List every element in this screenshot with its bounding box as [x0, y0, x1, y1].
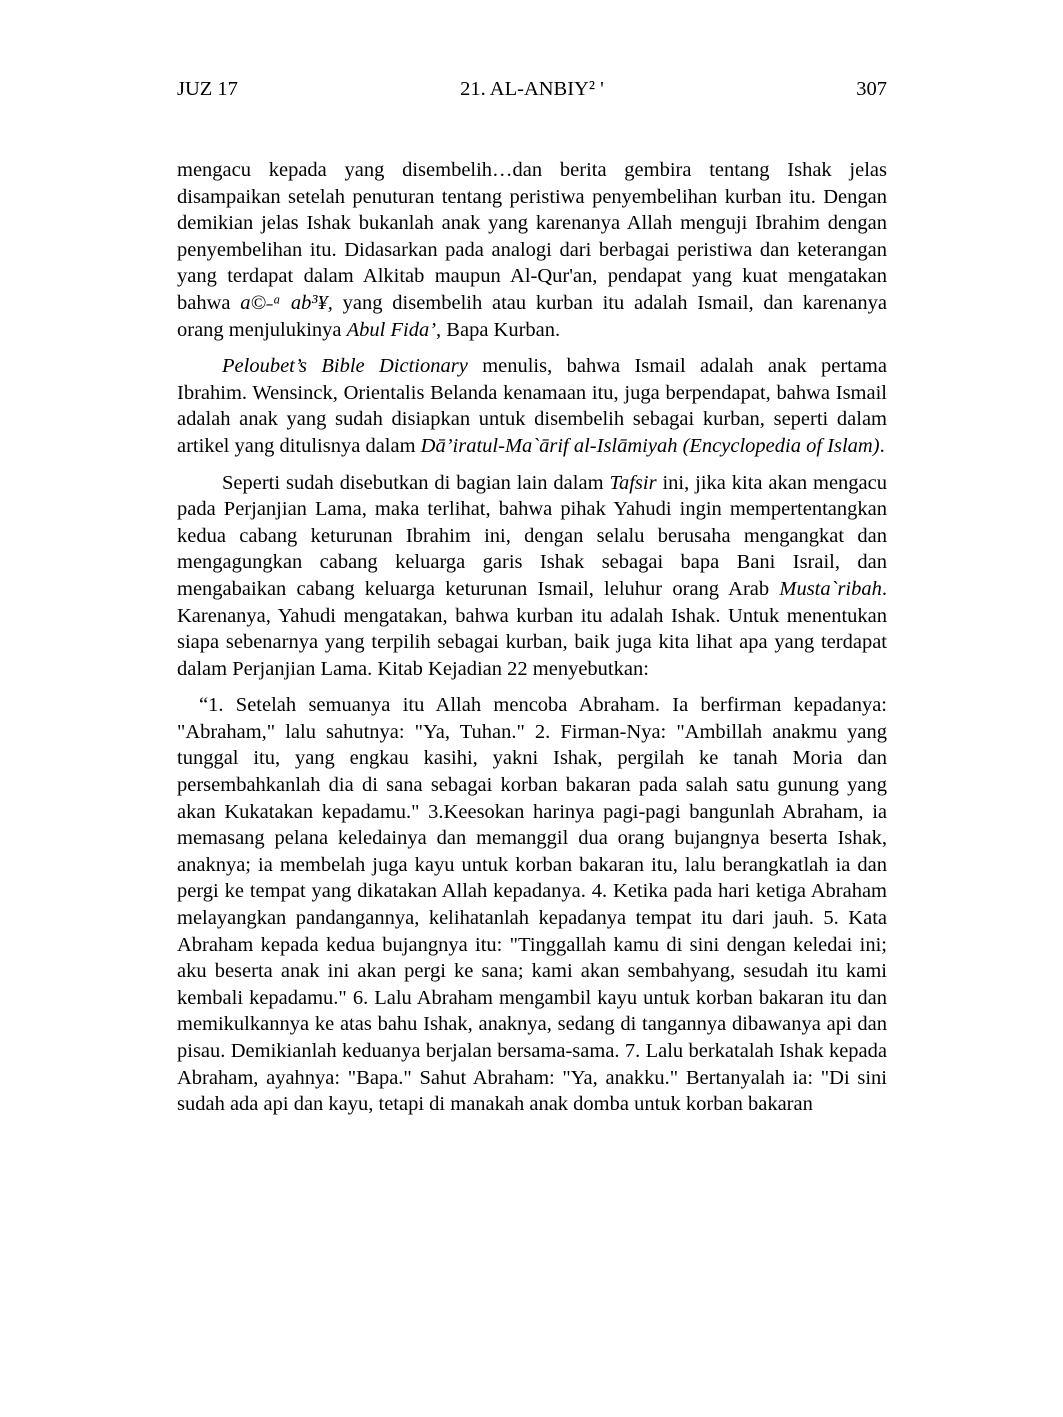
running-header: [177, 74, 887, 104]
surah-title: 21. AL-ANBIY² ': [460, 78, 604, 100]
p1-italic-a: a©˗ᵃ ab³¥,: [240, 291, 333, 314]
p3-text-c: . Karenanya, Yahudi mengatakan, bahwa kurban itu adalah Ishak. Untuk menentukan siapa sebenarnya yang terpilih sebagai kurban, baik juga kita lihat apa yang terdapat dalam Perjanjian Lama. Kitab Kejadian 22 menyebutkan:: [177, 577, 887, 680]
p2-text-b: .: [879, 434, 885, 457]
p2-text-a: menulis, bahwa Ismail adalah anak pertama Ibrahim. Wensinck, Orientalis Belanda kenamaan itu, juga berpendapat, bahwa Ismail adalah anak yang sudah disiapkan untuk disembelih sebagai kurban, seperti dalam artikel yang ditulisnya dalam: [177, 355, 887, 457]
paragraph-3: [177, 470, 887, 683]
quotation-paragraph: “1. Setelah semuanya itu Allah mencoba Abraham. Ia berfirman kepadanya: "Abraham," lalu sahutnya: "Ya, Tuhan." 2. Firman-Nya: "Ambillah anakmu yang tunggal itu, yang engkau kasihi, yakni Ishak, pergilah ke tanah Moria dan persembahkanlah dia di sana sebagai korban bakaran pada salah satu gunung yang akan Kukatakan kepadamu." 3.Keesokan harinya pagi-pagi bangunlah Abraham, ia memasang pelana keledainya dan memanggil dua orang bujangnya beserta Ishak, anaknya; ia membelah juga kayu untuk korban bakaran itu, lalu berangkatlah ia dan pergi ke tempat yang dikatakan Allah kepadanya. 4. Ketika pada hari ketiga Abraham melayangkan pandangannya, kelihatanlah kepadanya tempat itu dari jauh. 5. Kata Abraham kepada kedua bujangnya itu: "Tinggallah kamu di sini dengan keledai ini; aku beserta anak ini akan pergi ke sana; kami akan sembahyang, sesudah itu kami kembali kepadamu." 6. Lalu Abraham mengambil kayu untuk korban bakaran itu dan memikulkannya ke atas bahu Ishak, anaknya, sedang di tangannya dibawanya api dan pisau. Demikianlah keduanya berjalan bersama-sama. 7. Lalu berkatalah Ishak kepada Abraham, ayahnya: "Bapa." Sahut Abraham: "Ya, anakku." Bertanyalah ia: "Di sini sudah ada api dan kayu, tetapi di manakah anak domba untuk korban bakaran: [177, 694, 887, 1116]
p3-text-a: Seperti sudah disebutkan di bagian lain dalam: [222, 471, 610, 494]
paragraph-1: [177, 157, 887, 343]
juz-label: JUZ 17: [177, 78, 238, 100]
p1-italic-b: Abul Fida’: [346, 318, 437, 341]
page-number: 307: [856, 78, 887, 100]
p1-text-a: mengacu kepada yang disembelih…dan berita gembira tentang Ishak jelas disampaikan setelah penuturan tentang peristiwa penyembelihan kurban itu. Dengan demikian jelas Ishak bukanlah anak yang karenanya Allah menguji Ibrahim dengan penyembelihan itu. Didasarkan pada analogi dari berbagai peristiwa dan keterangan yang terdapat dalam Alkitab maupun Al-Qur'an, pendapat yang kuat mengatakan bahwa: [177, 159, 887, 314]
paragraph-2: [177, 353, 887, 459]
p3-text-b: ini, jika kita akan mengacu pada Perjanjian Lama, maka terlihat, bahwa pihak Yahudi ingin mempertentangkan kedua cabang keturunan Ibrahim ini, dengan selalu berusaha mengangkat dan mengagungkan cabang keluarga garis Ishak sebagai bapa Bani Israil, dan mengabaikan cabang keluarga keturunan Ismail, leluhur orang Arab: [177, 471, 887, 600]
p3-italic-b: Musta`ribah: [779, 577, 882, 600]
p1-text-b: yang disembelih atau kurban itu adalah Ismail, dan karenanya orang menjulukinya: [177, 291, 887, 341]
p2-italic-a: Peloubet’s Bible Dictionary: [222, 355, 468, 378]
p3-italic-a: Tafsir: [609, 471, 657, 494]
p1-text-c: , Bapa Kurban.: [436, 318, 561, 341]
body-text: [177, 157, 887, 1118]
p2-italic-b: Dā’iratul-Ma`ārif al-Islāmiyah (Encyclopedia of Islam): [420, 434, 880, 457]
